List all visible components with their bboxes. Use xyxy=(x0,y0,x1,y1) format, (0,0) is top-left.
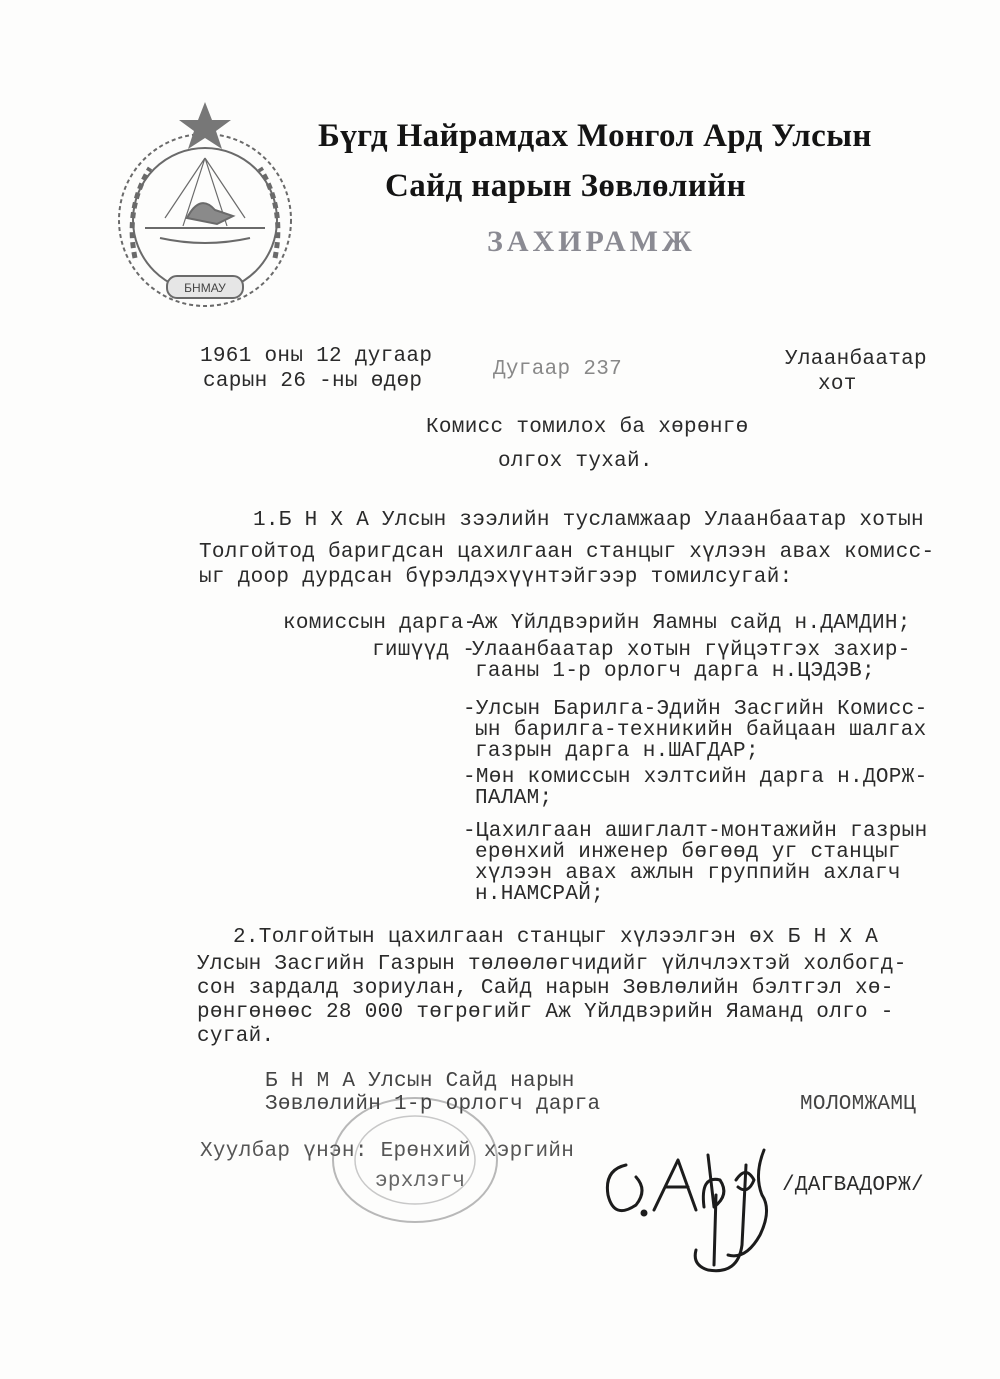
city-line1: Улаанбаатар xyxy=(785,348,927,371)
header-title-line1: Бүгд Найрамдах Монгол Ард Улсын xyxy=(318,118,872,154)
handwritten-signature-icon xyxy=(596,1125,796,1285)
member4-line4: н.НАМСРАЙ; xyxy=(475,883,605,906)
document-type: ЗАХИРАМЖ xyxy=(487,225,696,258)
member4-line2: ерөнхий инженер бөгөөд уг станцыг xyxy=(475,841,901,864)
para2-line5: сугай. xyxy=(197,1025,275,1048)
subject-line1: Комисс томилох ба хөрөнгө xyxy=(426,416,749,439)
city-line2: хот xyxy=(818,373,857,396)
member2-line3: газрын дарга н.ШАГДАР; xyxy=(475,740,759,763)
document-number: Дугаар 237 xyxy=(493,358,623,381)
signatory-title-line1: Б Н М А Улсын Сайд нарын xyxy=(265,1070,575,1093)
members-label: гишүүд - xyxy=(372,639,476,662)
emblem-text: БНМАУ xyxy=(184,281,226,295)
para1-line3: ыг доор дурдсан бүрэлдэхүүнтэйгээр томилсугай: xyxy=(199,566,793,589)
member3-line1: -Мөн комиссын хэлтсийн дарга н.ДОРЖ- xyxy=(463,766,928,789)
para2-line1: 2.Толгойтын цахилгаан станцыг хүлээлгэн өх Б Н Х А xyxy=(233,926,879,949)
header-title-line2: Сайд нарын Зөвлөлийн xyxy=(385,168,747,204)
member2-line1: -Улсын Барилга-Эдийн Засгийн Комисс- xyxy=(463,698,928,721)
member4-line3: хүлээн авах ажлын группийн ахлагч xyxy=(475,862,901,885)
member1-line2: гааны 1-р орлогч дарга н.ЦЭДЭВ; xyxy=(475,660,875,683)
certified-copy-line: Хуулбар үнэн: Ерөнхий хэргийн xyxy=(200,1140,575,1163)
para1-line2: Толгойтод баригдсан цахилгаан станцыг хүлээн авах комисс- xyxy=(199,541,935,564)
member4-line1: -Цахилгаан ашиглалт-монтажийн газрын xyxy=(463,820,928,843)
member3-line2: ПАЛАМ; xyxy=(475,787,553,810)
member1-line1: Улаанбаатар хотын гүйцэтгэх захир- xyxy=(472,639,911,662)
para2-line3: сон зардалд зориулан, Сайд нарын Зөвлөлийн бэлтгэл хө- xyxy=(197,977,894,1000)
member2-line2: ын барилга-техникийн байцаан шалгах xyxy=(475,719,927,742)
signatory-name: МОЛОМЖАМЦ xyxy=(800,1093,917,1116)
para1-line1: 1.Б Н Х А Улсын зээлийн тусламжаар Улаанбаатар хотын xyxy=(253,509,924,532)
chair-label: комиссын дарга- xyxy=(283,612,477,635)
date-line2: сарын 26 -ны өдөр xyxy=(203,370,423,393)
state-emblem-icon xyxy=(105,98,305,323)
signer-name: /ДАГВАДОРЖ/ xyxy=(782,1174,924,1197)
chair-text: Аж Үйлдвэрийн Яамны сайд н.ДАМДИН; xyxy=(472,612,911,635)
para2-line4: рөнгөнөөс 28 000 төгрөгийг Аж Үйлдвэрийн Яаманд олго - xyxy=(197,1001,894,1024)
certified-copy-line2: эрхлэгч xyxy=(375,1170,466,1193)
subject-line2: олгох тухай. xyxy=(498,450,653,473)
signatory-title-line2: Зөвлөлийн 1-р орлогч дарга xyxy=(265,1093,601,1116)
para2-line2: Улсын Засгийн Газрын төлөөлөгчидийг үйлчлэхтэй холбогд- xyxy=(197,953,907,976)
date-line1: 1961 оны 12 дугаар xyxy=(200,345,433,368)
